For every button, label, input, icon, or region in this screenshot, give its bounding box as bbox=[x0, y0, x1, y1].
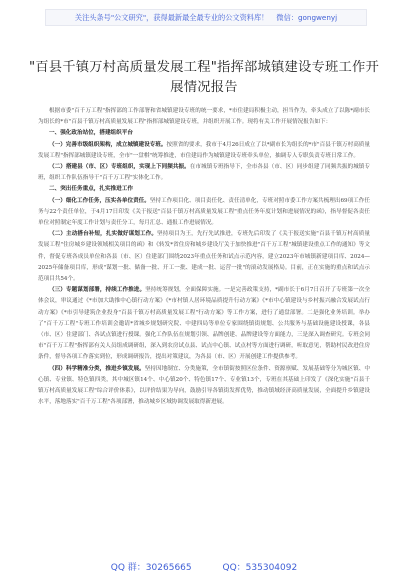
paragraph-text: 根据市委"百千万工程"指挥部的工作部署和省城镇建设专班的统一要求，*市住建局积极主动，担当作为，牵头成立了以陈*副市长为组长的*市"百县千镇万村高质量发展工程"指挥部城镇建设专班，并组织开展工作。现将有关工作开展情况报告如下： bbox=[38, 108, 370, 126]
section-heading bbox=[38, 128, 370, 139]
banner-text: 关注头条号"公文研究"，获得最新最全最专业的公文资料库！ bbox=[74, 12, 269, 22]
paragraph-text: 坚持项目为王，先行先试推进，专班先后印发了《关于报送实施"百县千镇万村高质量发展工程"住房城乡建设领域相关项目的函》和《转发*省住房和城乡建设厅关于加快推进"百千万工程"城镇建设重点工作的通知》等文件，督促专班各成员单位和各县（市、区）住建部门围绕2023年重点任务和试点示范内容，建立2023年市城镇新建项目库、2024—2025年储备项目库，形成"谋划一批、储备一批、开工一批、建成一批、运营一批"的滚动发展格局。目前，正在实施的重点和试点示范项目共54个。 bbox=[38, 231, 370, 283]
document-title: "百县千镇万村高质量发展工程"指挥部城镇建设专班工作开展情况报告 bbox=[28, 60, 380, 95]
paragraph-heading: （三）专题谋划部署，持续工作推进。 bbox=[49, 287, 146, 294]
qq-group: QQ 群：30265665 bbox=[110, 563, 192, 573]
banner-wechat: 微信：gongwenyj bbox=[276, 12, 338, 22]
paragraph-text: 按照省的要求，我市于4月26日成立了以*副市长为组长的*市"百县千镇万村高质量发展工程"指挥部城镇建设专班，全市"一盘棋"统筹推进，市住建局作为城镇建设专班牵头单位，抽调专人专职负责专班日常工作。 bbox=[38, 141, 370, 159]
qq-number: QQ：535304092 bbox=[222, 563, 298, 573]
paragraph-heading: （一）细化工作任务，压实各单位责任。 bbox=[49, 197, 150, 204]
paragraph bbox=[38, 285, 370, 363]
paragraph-text: 一、强化政治站位，搭建组织平台 bbox=[49, 130, 133, 137]
paragraph-text: 坚持统筹规划，全面保障实施。一是完善政策支持，*副市长于6月7日召开了专班第一次全体会议，审议通过《*市加大助推中心镇行动方案》《*市村镇人居环境品质提升行动方案》《*市中心镇建设与乡村振兴融合发展试点行动方案》《*市引导建筑企业投身"百县千镇万村高质量发展工程"行动方案》等工作方案，进行了通盘部署。二是强化业务培训。举办了"百千万工程"专班工作培训会邀请*省城乡规划研究院、中建四局等单位专家围绕镇街规划、公共服务与基础设施建设授课，各县（市、区）住建部门、各试点镇进行授课。强化工作队伍在规划引领、品牌创建、品牌建设等方面能力，三是深入调查研究。专班会同市"百千万工程"指挥部有关人员组成调研组，深入到农房试点县、试点中心镇、试点村等方面进行调研，听取意见，帮助村民改进住房条件，督导各项工作落实到位，形成调研报告，提出对策建议，为各县（市、区）开展创建工作提供参考。 bbox=[38, 287, 370, 361]
document-body bbox=[38, 106, 370, 408]
contact-footer bbox=[0, 560, 408, 573]
paragraph-heading: （二）搭建县（市、区）专班组织，实现上下同频共振。 bbox=[49, 164, 190, 171]
paragraph-heading: （四）科学精准分类，推进乡镇发展。 bbox=[49, 365, 145, 372]
paragraph-text: 在市城镇专班指导下，全市各县（市、区）同步组建了同频共振的城镇专班，组织工作队伍指导干"百千万工程"实体化工作。 bbox=[38, 164, 370, 182]
paragraph-text: 坚持因地制宜、分类施策，全市镇街按照区位条件、资源禀赋、发展基础等分为城区镇、中心镇、专业镇、特色镇四类，其中城区镇14个、中心镇20个、特色镇17个、专业镇13个，专班在其基础上印发了《深化实施"百县千镇万村高质量发展工程"综合评价体系》，以评价结果为导向，鼓励引导各镇街发挥优势，推动镇域经济高质量发展，全面提升乡镇建设水平，落地落实"百千万工程"各项部署，推动城乡区域协调发展取得新进展。 bbox=[38, 365, 370, 406]
paragraph bbox=[38, 364, 370, 409]
section-heading bbox=[38, 184, 370, 195]
paragraph-text: 坚持工作项目化、项目责任化、责任清单化，专班对照市委工作方案共梳理出69项工作任务与22个责任单位，于4月17日印发《关于报送"百县千镇万村高质量发展工程"重点任务年度计划和进展情况的函》，指导督促各责任单位对照制定年度工作计划与责任分工，每月汇总、通报工作进展情况。 bbox=[38, 197, 370, 227]
paragraph-heading: （二）主动搭台补短，扎实做好谋划工作。 bbox=[49, 231, 158, 238]
paragraph bbox=[38, 140, 370, 162]
paragraph-heading: （一）完善市级组织架构，成立城镇建设专班。 bbox=[49, 141, 167, 148]
promo-banner[interactable] bbox=[45, 9, 367, 26]
paragraph-text: 二、突出任务重点，扎实推进工作 bbox=[49, 186, 133, 193]
paragraph bbox=[38, 106, 370, 128]
paragraph bbox=[38, 162, 370, 184]
paragraph bbox=[38, 196, 370, 230]
paragraph bbox=[38, 229, 370, 285]
